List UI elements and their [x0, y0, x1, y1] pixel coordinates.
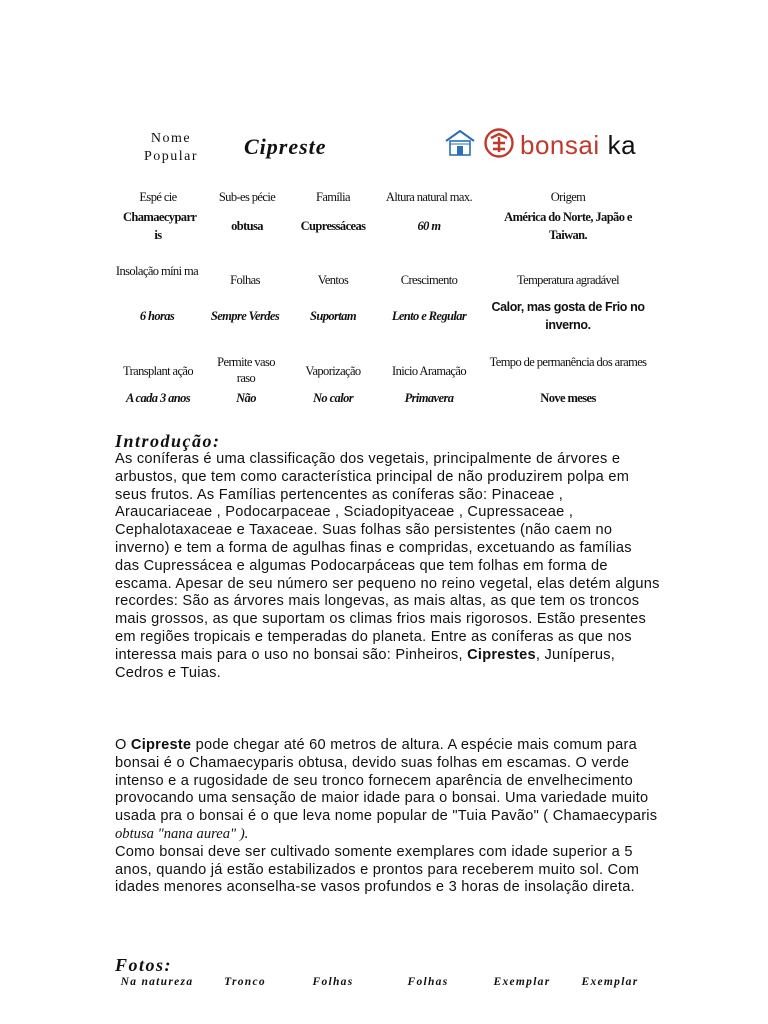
table-value-temperatura: Calor, mas gosta de Frio no inverno. — [491, 300, 645, 332]
table-header-folhas: Folhas — [230, 273, 260, 287]
table-header-subespecie: Sub-es pécie — [218, 190, 276, 204]
foto-label-na-natureza: Na natureza — [120, 976, 194, 988]
table-value-folhas: Sempre Verdes — [210, 309, 280, 323]
table-header-especie: Espé cie — [139, 190, 177, 204]
table-header-vaso: Permite vaso raso — [217, 355, 275, 385]
table-value-crescimento: Lento e Regular — [391, 309, 467, 323]
intro-heading: Introdução: — [115, 431, 221, 451]
cipreste-paragraph: O Cipreste pode chegar até 60 metros de altura. A espécie mais comum para bonsai é o Chamaecyparis obtusa, devido suas folhas em escamas. O verde intenso e a rugosidade de seu tronco fornecem aparência de envelhecimento provocando uma sensação de maior idade para o bonsai. Uma variedade muito usada pra o bonsai é o que leva nome popular de "Tuia Pavão" ( Chamaecyparis obtusa "nana aurea" ). Como bonsai deve ser cultivado somente exemplares com idade superior a 5 anos, quando já estão estabilizados e prontos para receberem muito sol. Com idades menores aconselha-se vasos profundos e 3 horas de insolação direta. — [115, 737, 658, 896]
table-header-familia: Família — [316, 190, 350, 204]
fotos-heading: Fotos: — [115, 955, 173, 975]
table-header-aramacao: Inicio Aramação — [392, 364, 466, 378]
table-header-altura: Altura natural max. — [385, 190, 473, 204]
table-value-insolacao: 6 horas — [139, 309, 175, 323]
foto-label-exemplar-2: Exemplar — [581, 976, 639, 988]
house-icon — [444, 128, 476, 163]
table-value-ventos: Suportam — [310, 309, 356, 323]
table-value-altura: 60 m — [417, 219, 441, 233]
table-value-transplantacao: A cada 3 anos — [125, 391, 191, 405]
brand-text: bonsai ka — [520, 129, 637, 160]
table-value-arames: Nove meses — [540, 391, 596, 405]
plant-name-title: Cipreste — [244, 134, 327, 159]
table-header-transplantacao: Transplant ação — [122, 364, 194, 378]
table-header-origem: Origem — [550, 190, 586, 204]
table-header-vaporizacao: Vaporização — [305, 364, 361, 378]
table-value-familia: Cupressáceas — [300, 219, 366, 233]
table-value-aramacao: Primavera — [404, 391, 454, 405]
popular-name-label: Nome Popular — [143, 131, 199, 164]
foto-label-tronco: Tronco — [224, 976, 266, 988]
table-header-insolacao: Insolação míni ma — [115, 264, 199, 278]
table-value-especie: Chamaecyparr is — [123, 210, 197, 242]
table-header-ventos: Ventos — [317, 273, 349, 287]
table-value-subespecie: obtusa — [231, 219, 263, 233]
table-value-vaporizacao: No calor — [313, 391, 353, 405]
intro-paragraph: As coníferas é uma classificação dos vegetais, principalmente de árvores e arbustos, que tem como característica principal de não produzirem polpa em seus frutos. As Famílias pertencentes as coníferas são: Pinaceae , Araucariaceae , Podocarpaceae , Sciadopityaceae , Cupressaceae , Cephalotaxaceae e Taxaceae. Suas folhas são persistentes (não caem no inverno) e tem a forma de agulhas finas e compridas, excetuando as famílias das Cupressácea e algumas Podocarpáceas que tem folhas em forma de escama. Apesar de seu número ser pequeno no reino vegetal, elas detém alguns recordes: São as árvores mais longevas, as mais altas, as que tem os troncos mais grossos, as que suportam os climas frios mais rigorosos. Estão presentes em regiões tropicais e temperadas do planeta. Entre as coníferas as que nos interessa mais para o uso no bonsai são: Pinheiros, Ciprestes, Juníperus, Cedros e Tuias. — [115, 451, 660, 681]
foto-label-folhas-2: Folhas — [407, 976, 449, 988]
table-header-temperatura: Temperatura agradável — [516, 273, 620, 287]
table-value-vaso: Não — [236, 391, 256, 405]
bonsai-symbol-icon — [484, 128, 514, 163]
foto-label-folhas-1: Folhas — [312, 976, 354, 988]
table-value-origem: América do Norte, Japão e Taiwan. — [504, 210, 632, 242]
table-header-arames: Tempo de permanência dos arames — [489, 355, 647, 369]
foto-label-exemplar-1: Exemplar — [493, 976, 551, 988]
bonsai-ka-logo[interactable] — [444, 124, 636, 166]
table-header-crescimento: Crescimento — [400, 273, 458, 287]
